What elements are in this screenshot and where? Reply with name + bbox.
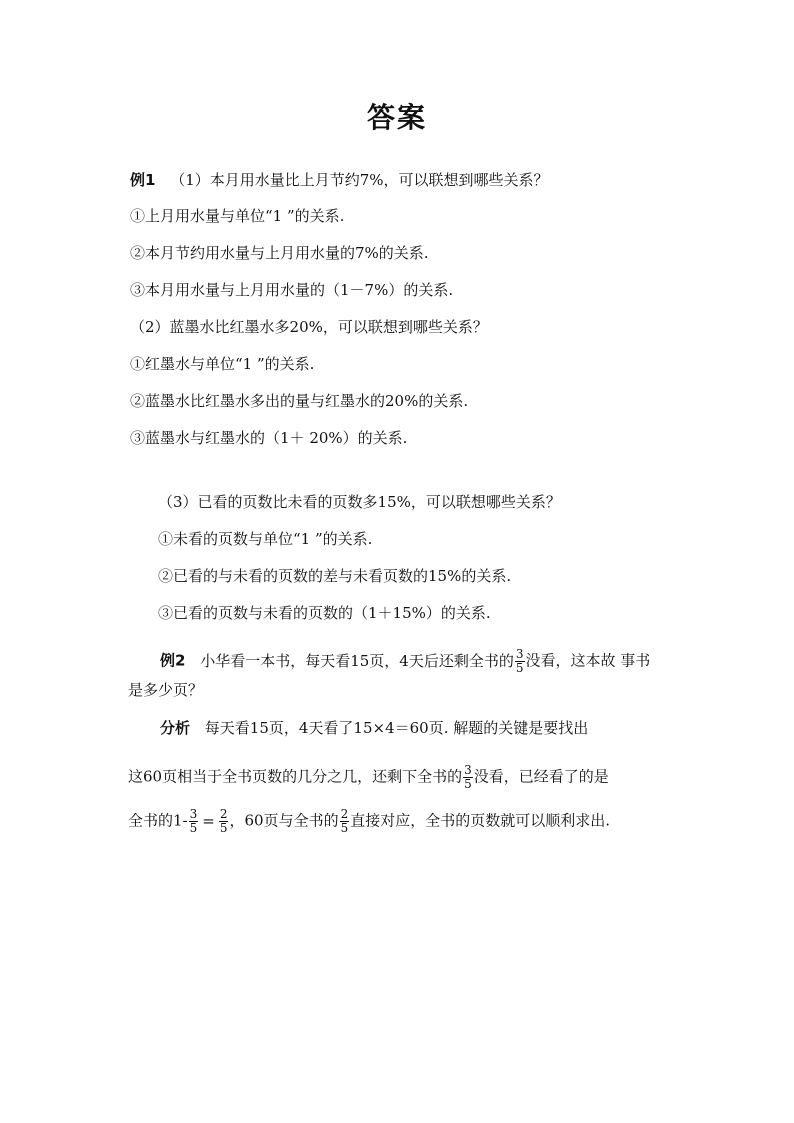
ex2-text-b: 没看，这本故 事书 [525,651,651,670]
analysis-l3-fraction-3 [340,808,350,835]
ex1-label: 例1 [130,171,156,189]
ex1-a3-3: ③已看的页数与未看的页数的（1＋15%）的关系. [158,604,491,622]
ex1-q2: （2）蓝墨水比红墨水多20%，可以联想到哪些关系？ [130,318,488,336]
analysis-l3-fraction-2 [219,808,229,835]
analysis-label: 分析 [160,719,191,737]
analysis-l3-f1-den: 5 [189,821,198,835]
ex2-text-c: 是多少页？ [128,681,204,699]
analysis-l3-f3-den: 5 [340,821,349,835]
analysis-l1: 每天看15页，4天看了15×4＝60页. 解题的关键是要找出 [204,719,589,737]
analysis-l3-eq: = [202,811,215,830]
analysis-l2-frac-num: 3 [464,763,472,777]
analysis-l3-b: ，60页与全书的 [229,811,339,830]
analysis-l3-a: 全书的1- [128,811,188,830]
ex1-a1-1: ①上月用水量与单位“1 ”的关系. [130,207,345,225]
ex1-q1-line [130,170,549,190]
ex1-a2-2: ②蓝墨水比红墨水多出的量与红墨水的20%的关系. [130,392,469,410]
analysis-l2-fraction [463,764,473,791]
ex2-frac-den: 5 [515,661,524,675]
ex1-q3: （3）已看的页数比未看的页数多15%，可以联想哪些关系？ [158,493,561,511]
ex2-fraction [515,648,525,675]
ex1-q1: （1）本月用水量比上月节约7%，可以联想到哪些关系？ [170,171,549,189]
ex1-a3-1: ①未看的页数与单位“1 ”的关系. [158,530,373,548]
analysis-l2-a: 这60页相当于全书页数的几分之几，还剩下全书的 [128,767,463,786]
analysis-l3-c: 直接对应，全书的页数就可以顺利求出. [350,811,610,830]
analysis-line2 [128,764,609,791]
ex1-a2-3: ③蓝墨水与红墨水的（1＋ 20%）的关系. [130,429,408,447]
ex2-frac-num: 3 [515,647,524,661]
ex2-label: 例2 [160,651,186,670]
ex2-line1 [160,648,650,675]
analysis-line3 [128,808,610,835]
analysis-l3-f1-num: 3 [189,807,198,821]
ex2-text-a: 小华看一本书，每天看15页，4天后还剩全书的 [200,651,514,670]
ex1-a2-1: ①红墨水与单位“1 ”的关系. [130,355,315,373]
ex1-a1-2: ②本月节约用水量与上月用水量的7%的关系. [130,244,429,262]
analysis-l3-f2-den: 5 [219,821,228,835]
analysis-l3-fraction-1 [189,808,199,835]
page-title: 答案 [366,101,427,134]
analysis-l3-f2-num: 2 [219,807,228,821]
ex1-a1-3: ③本月用水量与上月用水量的（1－7%）的关系. [130,281,454,299]
analysis-l2-b: 没看，已经看了的是 [473,767,609,786]
analysis-l2-frac-den: 5 [464,777,472,791]
analysis-line1 [160,718,588,738]
ex1-a3-2: ②已看的与未看的页数的差与未看页数的15%的关系. [158,567,512,585]
analysis-l3-f3-num: 2 [340,807,349,821]
